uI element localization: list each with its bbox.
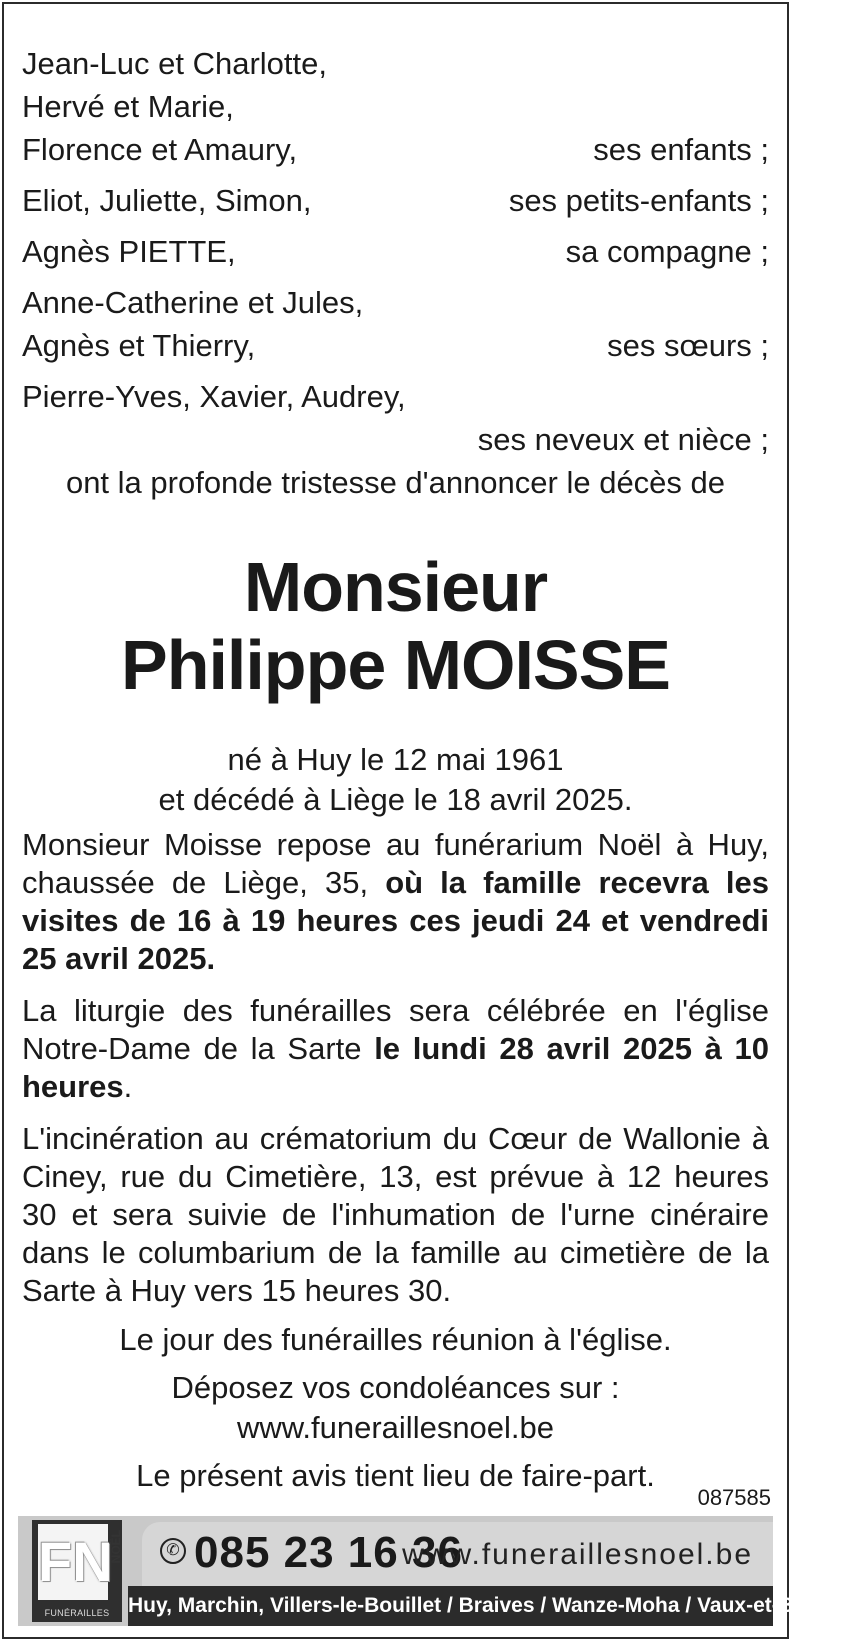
family-line: [22, 128, 769, 171]
visitation-paragraph: [22, 826, 769, 978]
phone-icon: ✆: [160, 1538, 186, 1564]
notice-body: [22, 42, 769, 1496]
family-names: Florence et Amaury,: [22, 132, 298, 167]
funeral-home-logo: [32, 1520, 122, 1622]
family-role: sa compagne ;: [565, 234, 769, 269]
family-role: ses neveux et nièce ;: [477, 422, 769, 457]
family-names: Agnès PIETTE,: [22, 234, 236, 269]
liturgy-text: La liturgie des funérailles sera célébrée en l'église Notre-Dame de la Sarte: [22, 993, 769, 1066]
visitation-bold: où la famille recevra les visites de 16 à 19 heures ces jeudi 24 et vendredi 25 avril 2025.: [22, 865, 769, 976]
liturgy-end: .: [123, 1069, 133, 1104]
family-line: [22, 281, 769, 324]
death-line: et décédé à Liège le 18 avril 2025.: [158, 782, 633, 817]
title-full-name: Philippe MOISSE: [121, 626, 670, 704]
family-line: [22, 42, 769, 85]
liturgy-paragraph: [22, 992, 769, 1106]
family-line: [22, 179, 769, 222]
notice-reference: 087585: [697, 1485, 771, 1510]
condolences-label: Déposez vos condoléances sur :: [171, 1370, 620, 1405]
family-line: [22, 418, 769, 461]
family-role: ses enfants ;: [593, 132, 769, 167]
obituary-notice: [2, 2, 845, 1639]
title-honorific: Monsieur: [243, 548, 548, 626]
liturgy-bold: le lundi 28 avril 2025 à 10 heures: [22, 1031, 769, 1104]
website-link[interactable]: www.funeraillesnoel.be: [402, 1538, 753, 1571]
visitation-text: Monsieur Moisse repose au funérarium Noël à Huy, chaussée de Liège, 35,: [22, 827, 769, 900]
deceased-name: [22, 548, 769, 704]
family-names: Eliot, Juliette, Simon,: [22, 183, 312, 218]
family-role: ses sœurs ;: [607, 328, 769, 363]
family-list: [22, 42, 769, 461]
condolences-url[interactable]: www.funeraillesnoel.be: [236, 1410, 555, 1445]
phone-number[interactable]: 085 23 16 36: [194, 1528, 463, 1577]
family-names: Pierre-Yves, Xavier, Audrey,: [22, 379, 406, 414]
funeral-home-banner: [18, 1516, 845, 1626]
meeting-line: Le jour des funérailles réunion à l'église.: [119, 1322, 672, 1357]
family-names: Anne-Catherine et Jules,: [22, 285, 364, 320]
announcement-intro: ont la profonde tristesse d'annoncer le décès de: [65, 465, 726, 500]
family-names: Hervé et Marie,: [22, 89, 234, 124]
family-line: [22, 85, 769, 128]
logo-monogram: FN: [38, 1524, 108, 1600]
cremation-paragraph: L'incinération au crématorium du Cœur de Wallonie à Ciney, rue du Cimetière, 13, est prévue à 12 heures 30 et sera suivie de l'inhumation de l'urne cinéraire dans le columbarium de la famille au cimetière de la Sarte à Huy vers 15 heures 30.: [22, 1121, 769, 1308]
faire-part-notice: Le présent avis tient lieu de faire-part.: [136, 1458, 655, 1493]
life-dates: [22, 740, 769, 820]
family-names: Jean-Luc et Charlotte,: [22, 46, 328, 81]
family-line: [22, 324, 769, 367]
family-names: Agnès et Thierry,: [22, 328, 256, 363]
family-line: [22, 375, 769, 418]
family-role: ses petits-enfants ;: [508, 183, 769, 218]
family-line: [22, 230, 769, 273]
logo-side-text: NOËL: [109, 1530, 123, 1564]
birth-line: né à Huy le 12 mai 1961: [227, 742, 564, 777]
locations-bar: Huy, Marchin, Villers-le-Bouillet / Braives / Wanze-Moha / Vaux-et-Borset: [128, 1586, 773, 1626]
logo-bottom-text: FUNÉRAILLES: [44, 1608, 110, 1618]
contact-bar: [142, 1522, 773, 1586]
